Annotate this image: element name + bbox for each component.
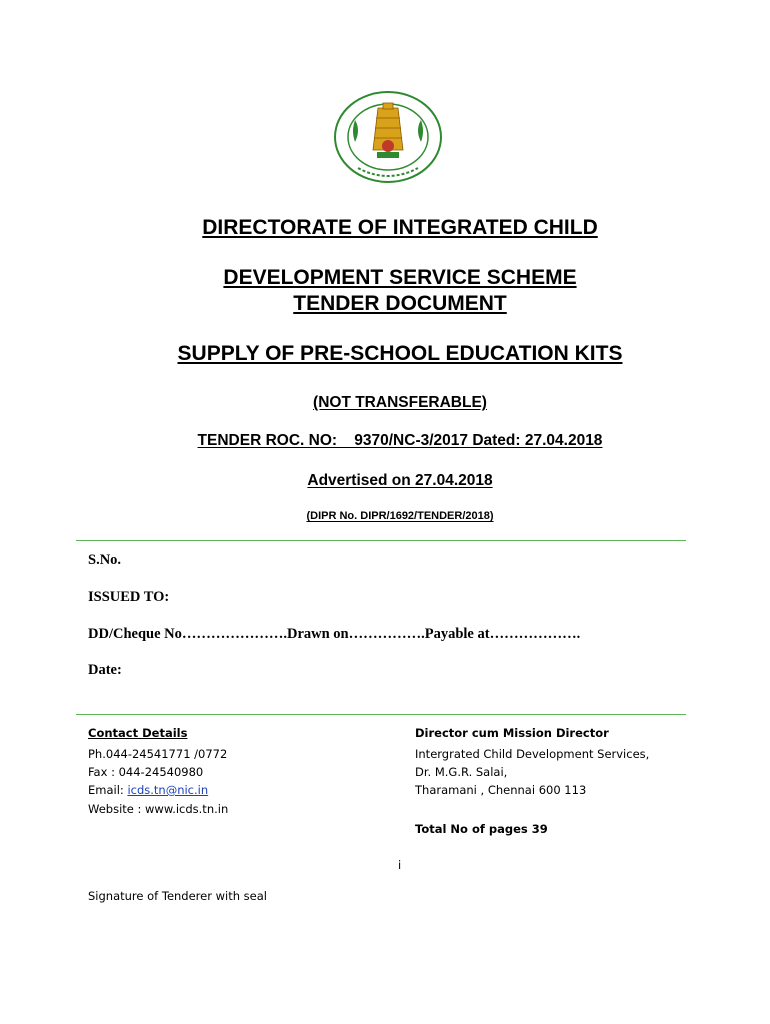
tender-roc-number: TENDER ROC. NO: 9370/NC-3/2017 Dated: 27.04.2018 [197, 432, 603, 449]
title-line-2: DEVELOPMENT SERVICE SCHEME [223, 266, 577, 289]
director-address-2: Dr. M.G.R. Salai, [415, 765, 508, 779]
director-address-3: Tharamani , Chennai 600 113 [415, 783, 587, 797]
issued-to-label: ISSUED TO: [88, 589, 170, 605]
subject-heading: SUPPLY OF PRE-SCHOOL EDUCATION KITS [177, 342, 623, 365]
contact-fax: Fax : 044-24540980 [88, 765, 204, 779]
dd-cheque-line: DD/Cheque No………………….Drawn on…………….Payable at………………. [88, 626, 581, 642]
contact-phone: Ph.044-24541771 /0772 [88, 747, 228, 761]
advertised-date: Advertised on 27.04.2018 [307, 472, 493, 489]
title-line-1: DIRECTORATE OF INTEGRATED CHILD [202, 216, 598, 239]
email-link[interactable]: icds.tn@nic.in [127, 783, 209, 797]
director-address-1: Intergrated Child Development Services, [415, 747, 650, 761]
bottom-divider [76, 714, 686, 715]
contact-website: Website : www.icds.tn.in [88, 802, 229, 816]
dipr-number: (DIPR No. DIPR/1692/TENDER/2018) [306, 510, 494, 522]
tamil-nadu-emblem [333, 90, 443, 185]
director-heading: Director cum Mission Director [415, 726, 609, 740]
total-pages: Total No of pages 39 [415, 822, 548, 836]
title-line-3: TENDER DOCUMENT [293, 292, 507, 315]
date-label: Date: [88, 662, 122, 678]
email-label: Email: [88, 783, 128, 797]
contact-email-row [88, 783, 208, 797]
top-divider [76, 540, 686, 541]
sno-label: S.No. [88, 552, 122, 568]
not-transferable-label: (NOT TRANSFERABLE) [313, 394, 487, 411]
contact-heading: Contact Details [88, 726, 188, 740]
signature-label: Signature of Tenderer with seal [88, 889, 267, 903]
page-number: i [398, 858, 402, 872]
